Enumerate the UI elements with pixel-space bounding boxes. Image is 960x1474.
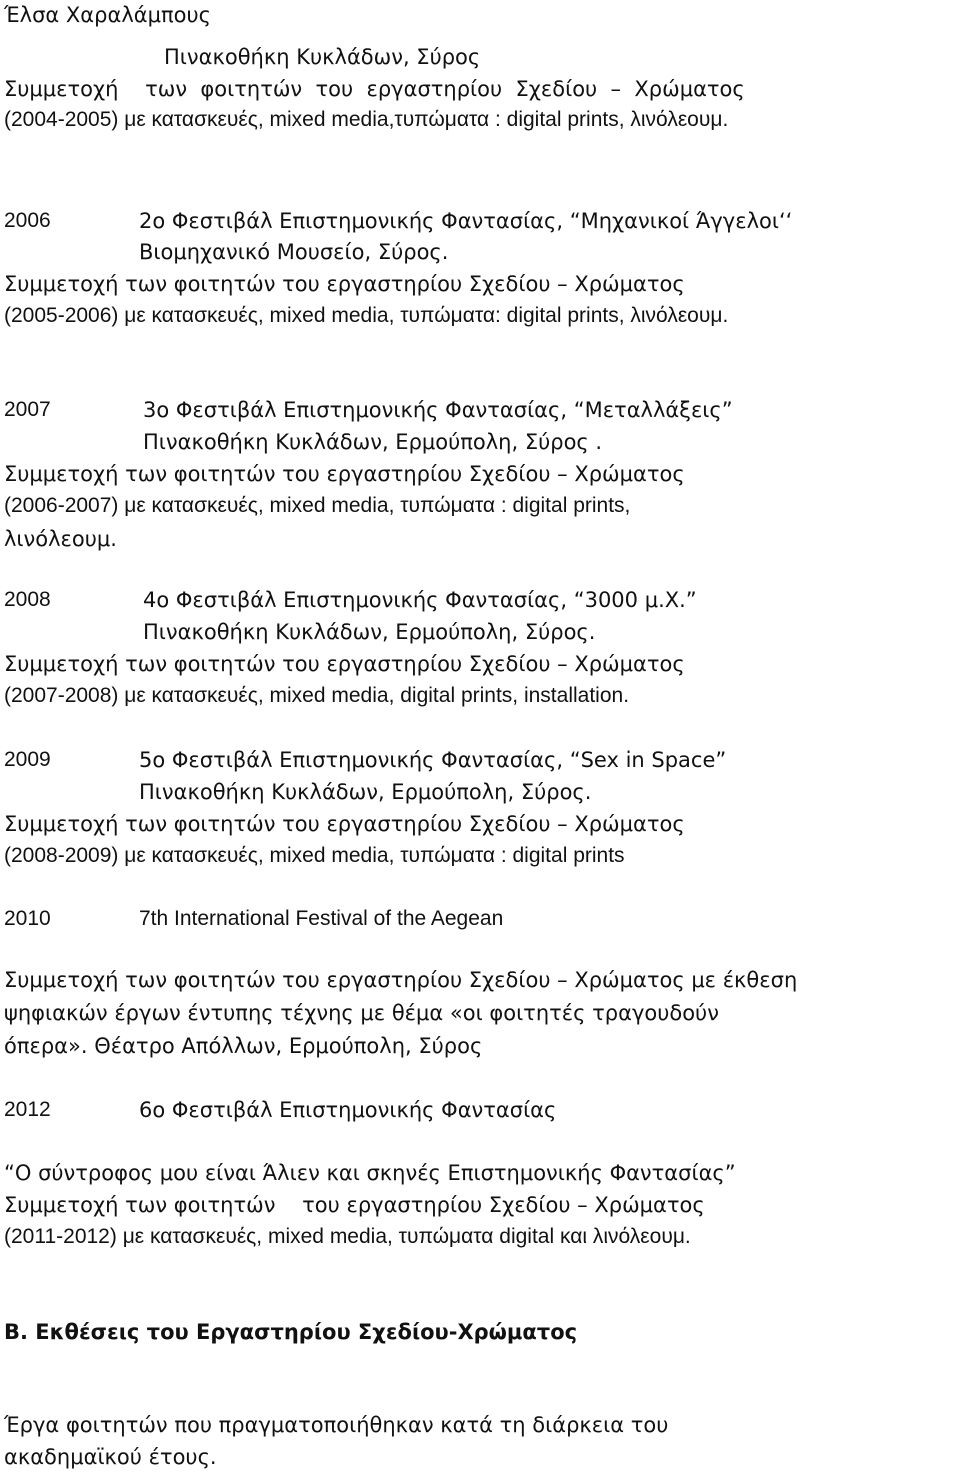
intro-participation: Συμμετοχή των φοιτητών του εργαστηρίου Σχεδίου – Χρώματος	[4, 77, 745, 101]
entry-2010-text-3: όπερα». Θέατρο Απόλλων, Ερμούπολη, Σύρος	[4, 1034, 483, 1058]
entry-2012-participation: Συμμετοχή των φοιτητών του εργαστηρίου Σχεδίου – Χρώματος	[4, 1193, 705, 1217]
entry-2012-details: (2011-2012) με κατασκευές, mixed media, τυπώματα digital και λινόλεουμ.	[4, 1225, 691, 1248]
entry-2010-text-2: ψηφιακών έργων έντυπης τέχνης με θέμα «οι φοιτητές τραγουδούν	[4, 1001, 719, 1025]
entry-2008-title: 4ο Φεστιβάλ Επιστημονικής Φαντασίας, “3000 μ.Χ.”	[143, 588, 697, 612]
entry-2008-details: (2007-2008) με κατασκευές, mixed media, digital prints, installation.	[4, 684, 630, 707]
section-b-heading: Β. Εκθέσεις του Εργαστηρίου Σχεδίου-Χρώματος	[4, 1320, 578, 1344]
author-name: Έλσα Χαραλάμπους	[4, 3, 211, 27]
entry-2010-text-1: Συμμετοχή των φοιτητών του εργαστηρίου Σχεδίου – Χρώματος με έκθεση	[4, 968, 798, 992]
entry-2012-subtitle: “Ο σύντροφος μου είναι Άλιεν και σκηνές Επιστημονικής Φαντασίας”	[4, 1161, 736, 1185]
entry-2007-title: 3ο Φεστιβάλ Επιστημονικής Φαντασίας, “Μεταλλάξεις”	[143, 398, 733, 422]
entry-2006-participation: Συμμετοχή των φοιτητών του εργαστηρίου Σχεδίου – Χρώματος	[4, 272, 685, 296]
entry-2008-venue: Πινακοθήκη Κυκλάδων, Ερμούπολη, Σύρος.	[143, 620, 596, 644]
entry-2008-participation: Συμμετοχή των φοιτητών του εργαστηρίου Σχεδίου – Χρώματος	[4, 652, 685, 676]
entry-2006-details: (2005-2006) με κατασκευές, mixed media, τυπώματα: digital prints, λινόλεουμ.	[4, 304, 729, 327]
intro-details: (2004-2005) με κατασκευές, mixed media,τυπώματα : digital prints, λινόλεουμ.	[4, 108, 729, 131]
entry-2010-title: 7th International Festival of the Aegean	[139, 907, 504, 930]
year-2007: 2007	[4, 398, 51, 421]
section-b-text-2: ακαδημαϊκού έτους.	[4, 1445, 217, 1469]
year-2006: 2006	[4, 209, 51, 232]
entry-2007-participation: Συμμετοχή των φοιτητών του εργαστηρίου Σχεδίου – Χρώματος	[4, 462, 685, 486]
entry-2009-venue: Πινακοθήκη Κυκλάδων, Ερμούπολη, Σύρος.	[139, 780, 592, 804]
entry-2009-title: 5ο Φεστιβάλ Επιστημονικής Φαντασίας, “Sex in Space”	[139, 748, 727, 772]
entry-2012-title: 6ο Φεστιβάλ Επιστημονικής Φαντασίας	[139, 1098, 557, 1122]
year-2009: 2009	[4, 748, 51, 771]
intro-venue: Πινακοθήκη Κυκλάδων, Σύρος	[164, 45, 481, 69]
entry-2006-venue: Βιομηχανικό Μουσείο, Σύρος.	[139, 240, 449, 264]
entry-2009-details: (2008-2009) με κατασκευές, mixed media, τυπώματα : digital prints	[4, 844, 625, 867]
entry-2007-details-cont: λινόλεουμ.	[4, 527, 117, 551]
entry-2007-details: (2006-2007) με κατασκευές, mixed media, τυπώματα : digital prints,	[4, 494, 631, 517]
year-2012: 2012	[4, 1098, 51, 1121]
entry-2009-participation: Συμμετοχή των φοιτητών του εργαστηρίου Σχεδίου – Χρώματος	[4, 812, 685, 836]
year-2008: 2008	[4, 588, 51, 611]
year-2010: 2010	[4, 907, 51, 930]
entry-2007-venue: Πινακοθήκη Κυκλάδων, Ερμούπολη, Σύρος .	[143, 430, 603, 454]
section-b-text-1: Έργα φοιτητών που πραγματοποιήθηκαν κατά τη διάρκεια του	[4, 1413, 669, 1437]
entry-2006-title: 2ο Φεστιβάλ Επιστημονικής Φαντασίας, “Μηχανικοί Άγγελοι‘‘	[139, 209, 793, 233]
